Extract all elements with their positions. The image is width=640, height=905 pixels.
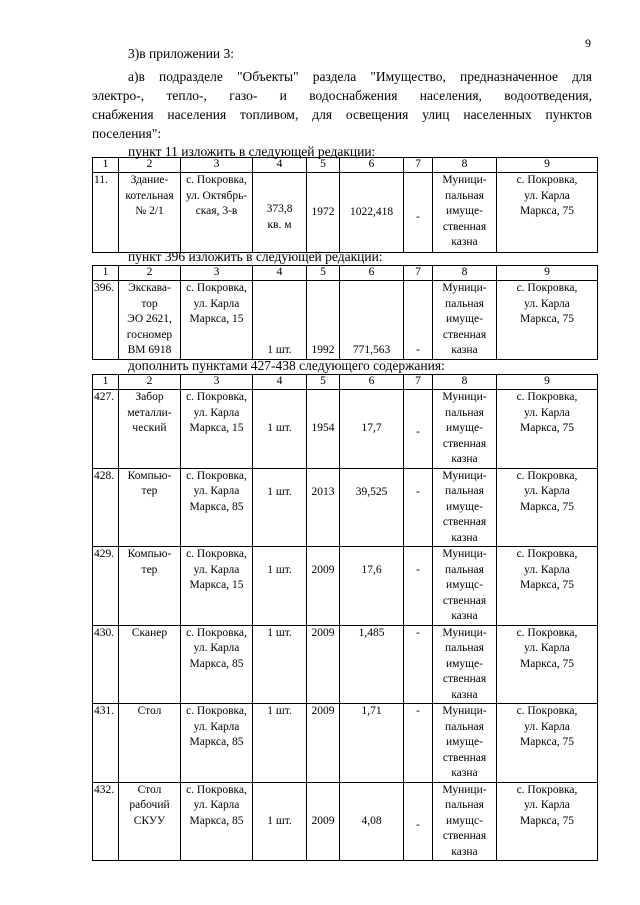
cell-location: с. Покровка, ул. Карла Маркса, 75 (497, 281, 598, 360)
header-cell: 7 (404, 266, 433, 281)
section-heading-1: пункт 11 изложить в следующей редакции: (128, 144, 376, 159)
cell-dash: - (404, 782, 433, 861)
cell-value: 4,08 (340, 782, 404, 861)
section-heading-2: пункт 396 изложить в следующей редакции: (128, 249, 383, 264)
cell-dash: - (404, 625, 433, 704)
header-cell: 6 (340, 375, 404, 390)
header-cell: 3 (181, 266, 253, 281)
header-cell: 7 (404, 375, 433, 390)
cell-address: с. Покровка, ул. Карла Маркса, 85 (181, 704, 253, 783)
cell-quantity: 1 шт. (253, 704, 307, 783)
intro-line-4: снабжения населения топливом, для освещения улиц населенных пунктов (92, 107, 592, 122)
cell-value: 39,525 (340, 468, 404, 547)
cell-name: Стол (119, 704, 181, 783)
header-cell: 7 (404, 158, 433, 173)
header-cell: 5 (307, 266, 340, 281)
cell-year: 1992 (307, 281, 340, 360)
cell-quantity: 1 шт. (253, 547, 307, 626)
cell-location: с. Покровка, ул. Карла Маркса, 75 (497, 704, 598, 783)
cell-name: Компью- тер (119, 547, 181, 626)
cell-name: Забор металли- ческий (119, 390, 181, 469)
row-number: 428. (93, 468, 119, 547)
row-number: 430. (93, 625, 119, 704)
cell-value: 1,485 (340, 625, 404, 704)
cell-owner: Муници- пальная имущс- ственная казна (433, 782, 497, 861)
cell-value: 17,7 (340, 390, 404, 469)
header-cell: 1 (93, 375, 119, 390)
cell-address: с. Покровка, ул. Карла Маркса, 85 (181, 468, 253, 547)
intro-line-2: а)в подразделе "Объекты" раздела "Имущество, предназначенное для (128, 69, 592, 84)
header-cell: 9 (497, 375, 598, 390)
cell-address: с. Покровка, ул. Карла Маркса, 85 (181, 625, 253, 704)
table-row (93, 704, 598, 783)
header-cell: 6 (340, 266, 404, 281)
row-number: 431. (93, 704, 119, 783)
header-cell: 3 (181, 158, 253, 173)
section-heading-3: дополнить пунктами 427-438 следующего содержания: (128, 358, 445, 373)
header-cell: 5 (307, 375, 340, 390)
cell-address: с. Покровка, ул. Октябрь- ская, 3-в (181, 173, 253, 253)
cell-value: 17,6 (340, 547, 404, 626)
header-cell: 1 (93, 158, 119, 173)
cell-quantity: 1 шт. (253, 468, 307, 547)
intro-line-5: поселения": (92, 126, 162, 141)
header-cell: 2 (119, 266, 181, 281)
table-items-427-432 (92, 374, 598, 861)
table-row (93, 173, 598, 253)
cell-dash: - (404, 173, 433, 253)
header-cell: 4 (253, 158, 307, 173)
cell-owner: Муници- пальная имуще- ственная казна (433, 390, 497, 469)
row-number: 427. (93, 390, 119, 469)
cell-value: 1022,418 (340, 173, 404, 253)
row-number: 429. (93, 547, 119, 626)
cell-quantity: 1 шт. (253, 782, 307, 861)
cell-location: с. Покровка, ул. Карла Маркса, 75 (497, 547, 598, 626)
table-item-11 (92, 157, 598, 253)
cell-owner: Муници- пальная имуще- ственная казна (433, 173, 497, 253)
cell-name: Стол рабочий СКУУ (119, 782, 181, 861)
page-number: 9 (585, 36, 591, 50)
row-number: 396. (93, 281, 119, 360)
cell-name: Здание- котельная № 2/1 (119, 173, 181, 253)
header-cell: 6 (340, 158, 404, 173)
table-item-396 (92, 265, 598, 360)
table-row (93, 281, 598, 360)
cell-value: 1,71 (340, 704, 404, 783)
intro-line-1: 3)в приложении 3: (128, 46, 235, 61)
header-cell: 2 (119, 375, 181, 390)
cell-quantity: 1 шт. (253, 281, 307, 360)
cell-year: 2009 (307, 704, 340, 783)
header-row (93, 375, 598, 390)
cell-name: Экскава- тор ЭО 2621, госномер ВМ 6918 (119, 281, 181, 360)
table-row (93, 547, 598, 626)
cell-owner: Муници- пальная имуще- ственная казна (433, 704, 497, 783)
header-cell: 8 (433, 266, 497, 281)
cell-quantity: 1 шт. (253, 625, 307, 704)
header-cell: 2 (119, 158, 181, 173)
intro-line-3: электро-, тепло-, газо- и водоснабжения населения, водоотведения, (92, 88, 592, 103)
cell-owner: Муници- пальная имуще- ственная казна (433, 468, 497, 547)
cell-value: 771,563 (340, 281, 404, 360)
cell-year: 1954 (307, 390, 340, 469)
cell-address: с. Покровка, ул. Карла Маркса, 15 (181, 281, 253, 360)
cell-owner: Муници- пальная имущс- ственная казна (433, 547, 497, 626)
cell-location: с. Покровка, ул. Карла Маркса, 75 (497, 173, 598, 253)
cell-dash: - (404, 468, 433, 547)
cell-dash: - (404, 547, 433, 626)
cell-quantity: 1 шт. (253, 390, 307, 469)
cell-address: с. Покровка, ул. Карла Маркса, 15 (181, 547, 253, 626)
cell-address: с. Покровка, ул. Карла Маркса, 15 (181, 390, 253, 469)
cell-year: 2009 (307, 547, 340, 626)
header-cell: 8 (433, 375, 497, 390)
cell-dash: - (404, 390, 433, 469)
cell-quantity: 373,8 кв. м (253, 173, 307, 253)
cell-year: 2009 (307, 782, 340, 861)
cell-dash: - (404, 704, 433, 783)
row-number: 432. (93, 782, 119, 861)
header-row (93, 266, 598, 281)
cell-year: 2009 (307, 625, 340, 704)
header-cell: 3 (181, 375, 253, 390)
table-row (93, 468, 598, 547)
cell-location: с. Покровка, ул. Карла Маркса, 75 (497, 468, 598, 547)
cell-location: с. Покровка, ул. Карла Маркса, 75 (497, 625, 598, 704)
cell-location: с. Покровка, ул. Карла Маркса, 75 (497, 390, 598, 469)
table-row (93, 625, 598, 704)
cell-year: 1972 (307, 173, 340, 253)
header-cell: 9 (497, 158, 598, 173)
cell-dash: - (404, 281, 433, 360)
table-row (93, 782, 598, 861)
table-row (93, 390, 598, 469)
header-cell: 4 (253, 266, 307, 281)
cell-location: с. Покровка, ул. Карла Маркса, 75 (497, 782, 598, 861)
header-cell: 8 (433, 158, 497, 173)
header-cell: 5 (307, 158, 340, 173)
row-number: 11. (93, 173, 119, 253)
cell-owner: Муници- пальная имуще- ственная казна (433, 281, 497, 360)
header-row (93, 158, 598, 173)
cell-owner: Муници- пальная имуще- ственная казна (433, 625, 497, 704)
header-cell: 4 (253, 375, 307, 390)
cell-year: 2013 (307, 468, 340, 547)
cell-name: Компью- тер (119, 468, 181, 547)
header-cell: 1 (93, 266, 119, 281)
cell-address: с. Покровка, ул. Карла Маркса, 85 (181, 782, 253, 861)
cell-name: Сканер (119, 625, 181, 704)
header-cell: 9 (497, 266, 598, 281)
